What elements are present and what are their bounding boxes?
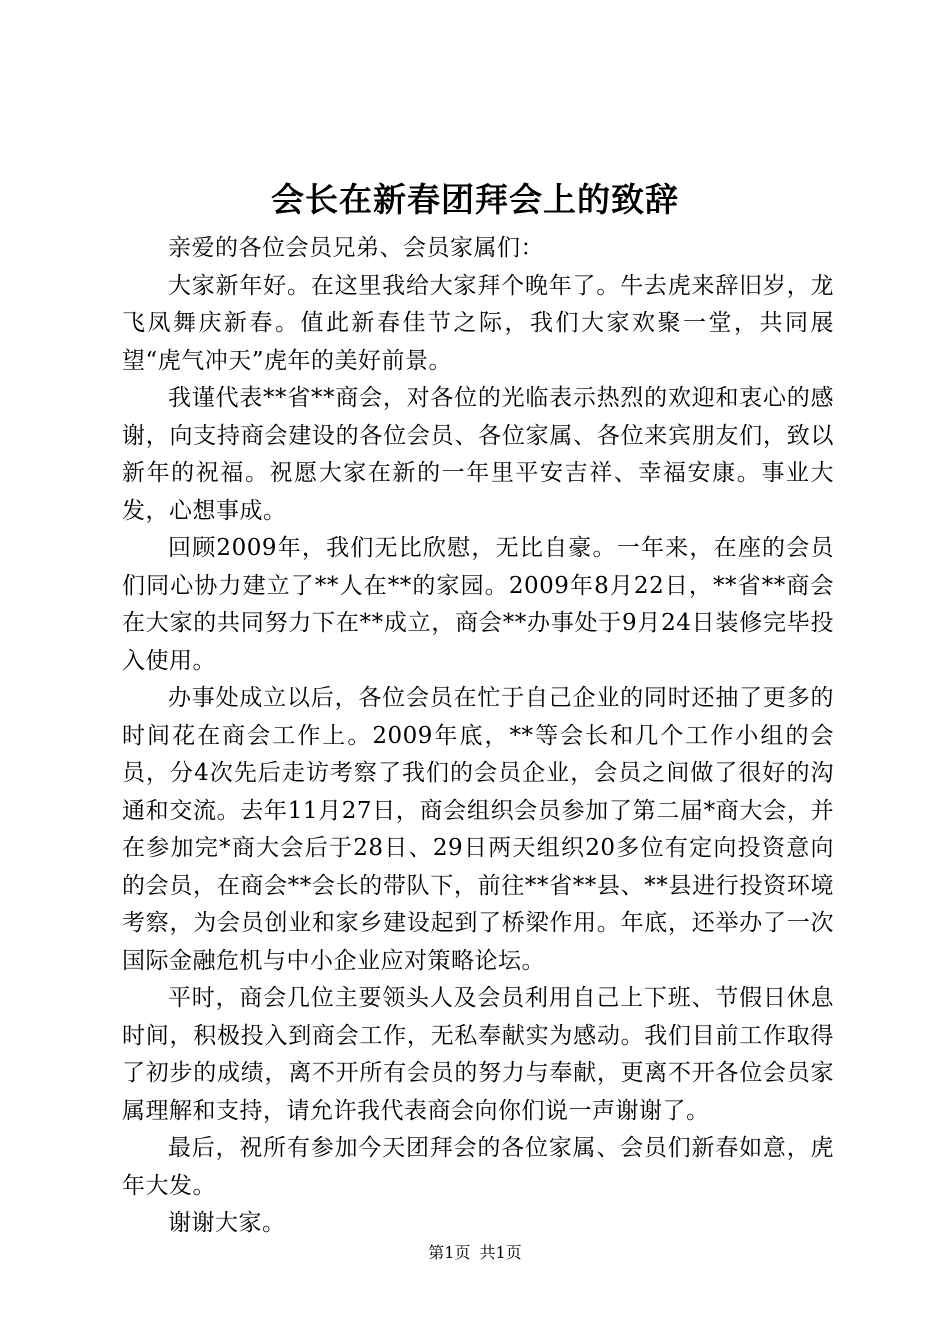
document-title: 会长在新春团拜会上的致辞 <box>271 180 679 219</box>
body-paragraph: 大家新年好。在这里我给大家拜个晚年了。牛去虎来辞旧岁，龙飞凤舞庆新春。值此新春佳节之际，我们大家欢聚一堂，共同展望“虎气冲天”虎年的美好前景。 <box>122 272 834 374</box>
page-footer <box>0 1243 950 1263</box>
body-paragraph: 平时，商会几位主要领头人及会员利用自己上下班、节假日休息时间，积极投入到商会工作，无私奉献实为感动。我们目前工作取得了初步的成绩，离不开所有会员的努力与奉献，更离不开各位会员家属理解和支持，请允许我代表商会向你们说一声谢谢了。 <box>122 985 834 1124</box>
greeting-paragraph: 亲爱的各位会员兄弟、会员家属们： <box>168 235 544 261</box>
body-paragraph: 最后，祝所有参加今天团拜会的各位家属、会员们新春如意，虎年大发。 <box>122 1135 834 1199</box>
page-number: 第1页 <box>428 1243 471 1262</box>
document-body <box>122 230 834 1243</box>
closing-paragraph: 谢谢大家。 <box>168 1210 286 1236</box>
page-total: 共1页 <box>479 1243 522 1262</box>
body-paragraph: 回顾2009年，我们无比欣慰，无比自豪。一年来，在座的会员们同心协力建立了**人在**的家园。2009年8月22日，**省**商会在大家的共同努力下在**成立，商会**办事处于9月24日装修完毕投入使用。 <box>122 535 834 674</box>
body-paragraph: 办事处成立以后，各位会员在忙于自己企业的同时还抽了更多的时间花在商会工作上。2009年底，**等会长和几个工作小组的会员，分4次先后走访考察了我们的会员企业，会员之间做了很好的沟通和交流。去年11月27日，商会组织会员参加了第二届*商大会，并在参加完*商大会后于28日、29日两天组织20多位有定向投资意向的会员，在商会**会长的带队下，前往**省**县、**县进行投资环境考察，为会员创业和家乡建设起到了桥梁作用。年底，还举办了一次国际金融危机与中小企业应对策略论坛。 <box>122 685 834 974</box>
body-paragraph: 我谨代表**省**商会，对各位的光临表示热烈的欢迎和衷心的感谢，向支持商会建设的各位会员、各位家属、各位来宾朋友们，致以新年的祝福。祝愿大家在新的一年里平安吉祥、幸福安康。事业大发，心想事成。 <box>122 385 834 524</box>
